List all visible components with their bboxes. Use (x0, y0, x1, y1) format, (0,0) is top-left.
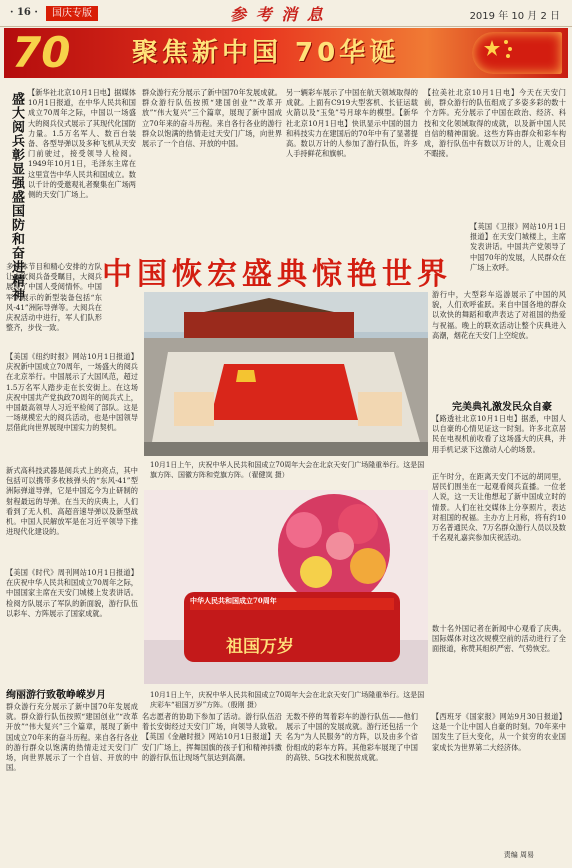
article-column-1a: 【新华社北京10月1日电】据媒体10月1日报道，在中华人民共和国成立70周年之际，中国以一场盛大的阅兵仪式展示了其现代化国防力量。1.5万名军人、数百台装备、各型导弹以及多种飞机从天安门前驶过，接受领导人检阅。1949年10月1日，毛泽东主席在这里宣告中华人民共和国成立。数以千计的受邀观礼者聚集在广场两侧的天安门广场上。 (28, 88, 136, 200)
article-column-1b: 多媒体节目和精心安排的方队让本次阅兵备受瞩目，大阅兵展现了中国人受阅情怀。中国军队展示的新型装备包括“东风-41”洲际导弹等。大阅兵在庆祝活动中进行，军人们队形整齐，步伐一致。 (6, 262, 102, 333)
flag-decoration (472, 32, 562, 74)
article-column-4b: 【英国《卫报》网站10月1日报道】在天安门城楼上，主席发表讲话。中国共产党领导了中国70年的发展，人民群众在广场上欢呼。 (470, 222, 566, 272)
article-column-1c: 【美国《纽约时报》网站10月1日报道】庆祝新中国成立70周年，一场盛大的阅兵在北京举行。中国展示了大国风范，超过1.5万名军人踏步走在长安街上。在这场庆祝中国共产党执政70周年的阅兵式上，中国最高领导人习近平检阅了部队。这是一场规模宏大的阅兵活动，也是中国领导层借此向世界展现中国实力的契机。 (6, 352, 138, 433)
masthead: 参 考 消 息 (230, 5, 325, 24)
article-column-4f: 数十名外国记者在新闻中心观看了庆典。国际媒体对这次规模空前的活动进行了全面报道，称赞其组织严密、气势恢宏。 (432, 624, 566, 654)
article-column-1e: 【美国《时代》周刊网站10月1日报道】在庆祝中华人民共和国成立70周年之际，中国国家主席在天安门城楼上发表讲话。检阅方队展示了军队的新面貌，游行队伍以彩车、方阵展示了国家成就。 (6, 568, 138, 618)
headline: 中国恢宏盛典惊艳世界 (102, 257, 452, 292)
parade-sign: 中华人民共和国成立70周年 (190, 596, 277, 605)
article-column-4g: 【西班牙《国家报》网站9月30日报道】这是一个让中国人自豪的时刻。70年来中国发生了巨大变化，从一个贫穷的农业国家成长为世界第二大经济体。 (432, 712, 566, 752)
article-column-1f: 群众游行充分展示了新中国70年发展成就。群众游行队伍按照“建国创业”“改革开放”“伟大复兴”三个篇章，展现了新中国成立70年来的奋斗历程。来自各行各业的游行群众以饱满的热情走过天安门广场，向世界展示了一个自信、开放的中国。 (6, 702, 138, 773)
article-column-4d: 【路透社北京10月1日电】据悉，中国人以自豪的心情见证这一时刻。许多北京居民在电视机前收看了这场盛大的庆典，并用手机记录下这激动人心的场景。 (432, 414, 566, 454)
sidebar-title: 盛大阅兵彰显强盛国防和奋进精神 (9, 92, 24, 302)
article-column-4a: 【拉美社北京10月1日电】今天在天安门前，群众游行的队伍组成了多姿多彩的数十个方阵。充分展示了中国在政治、经济、科技和文化领域取得的成就，以及新中国人民自信的精神面貌。这些方阵由群众和彩车构成，游行队伍中有数以万计的人，让观众目不暇接。 (424, 88, 566, 159)
subhead-ceremony: 完美典礼激发民众自豪 (452, 402, 552, 413)
article-column-1d: 新式高科技武器是阅兵式上的亮点，其中包括可以携带多枚核弹头的“东风-41”型洲际弹道导弹，它是中国迄今为止研制的射程最远的导弹。在当天的庆典上，人们看到了无人机、高超音速导弹以及新型战机。中国人民解放军是在习近平领导下推进现代化建设的。 (6, 466, 138, 537)
article-column-4c: 游行中，大型彩车巡游展示了中国的风貌，人们欢呼雀跃。来自中国各地的群众以欢快的舞蹈和歌声表达了对祖国的热爱与祝福。晚上的联欢活动让整个庆典进入高潮，烟花在天安门上空绽放。 (432, 290, 566, 340)
photo-caption-2: 10月1日上午，庆祝中华人民共和国成立70周年大会在北京天安门广场隆重举行。这是国庆彩车“祖国万岁”方阵。（殷刚 摄） (150, 691, 425, 709)
article-column-2a: 群众游行充分展示了新中国70年发展成就。群众游行队伍按照“建国创业”“改革开放”“伟大复兴”三个篇章，展现了新中国成立70年来的奋斗历程。来自各行各业的游行群众以饱满的热情走过天安门广场，向世界展示了一个自信、开放的中国。 (142, 88, 282, 149)
editor-credit: 责编 周易 (503, 851, 534, 859)
section-tag: 国庆专版 (46, 6, 98, 21)
subhead-parade: 绚丽游行致敬峥嵘岁月 (6, 690, 106, 701)
page-number: · 16 · (10, 7, 38, 18)
article-column-3a: 另一辆彩车展示了中国在航天领域取得的成就。上面有C919大型客机、长征运载火箭以及“玉兔”号月球车的模型。【新华社北京10月1日电】快讯显示中国的国力和科技实力在建国后的70年中有了显著提高。数以万计的人参加了游行队伍，许多人手持鲜花和旗帜。 (286, 88, 418, 159)
article-column-3b: 无数不停的驾着彩车的游行队伍——他们展示了中国的发展成就。游行还包括一个名为“为人民服务”的方阵，以及由多个省份组成的彩车方阵。其他彩车展现了中国的高铁、5G技术和脱贫成就。 (286, 712, 418, 762)
float-banner: 祖国万岁 (226, 637, 294, 657)
banner-number: 70 (12, 28, 71, 77)
article-column-4e: 正午时分，在距离天安门不远的胡同里，居民们围坐在一起观看阅兵直播。一位老人说，这一天让他想起了新中国成立时的情景。人们在社交媒体上分享照片，表达对祖国的祝福。主办方上月称，将有约10万名普通民众、7万名群众游行人员以及数千名观礼嘉宾参加庆祝活动。 (432, 472, 566, 543)
page-header (0, 0, 572, 27)
feature-banner (4, 28, 568, 78)
photo-caption-1: 10月1日上午，庆祝中华人民共和国成立70周年大会在北京天安门广场隆重举行。这是国旗方阵、国徽方阵和党旗方阵。（翟健岚 摄） (150, 461, 425, 479)
article-column-2b: 名志愿者的协助下参加了活动。游行队伍沿着长安街经过天安门广场，向领导人致敬。【英国《金融时报》网站10月1日报道】天安门广场上，挥舞国旗的孩子们和精神抖擞的游行队伍让现场气氛达到高潮。 (142, 712, 282, 762)
banner-title: 聚焦新中国 70华诞 (132, 38, 400, 68)
issue-date: 2019 年 10 月 2 日 (469, 11, 560, 22)
tiananmen-photo (144, 292, 428, 456)
